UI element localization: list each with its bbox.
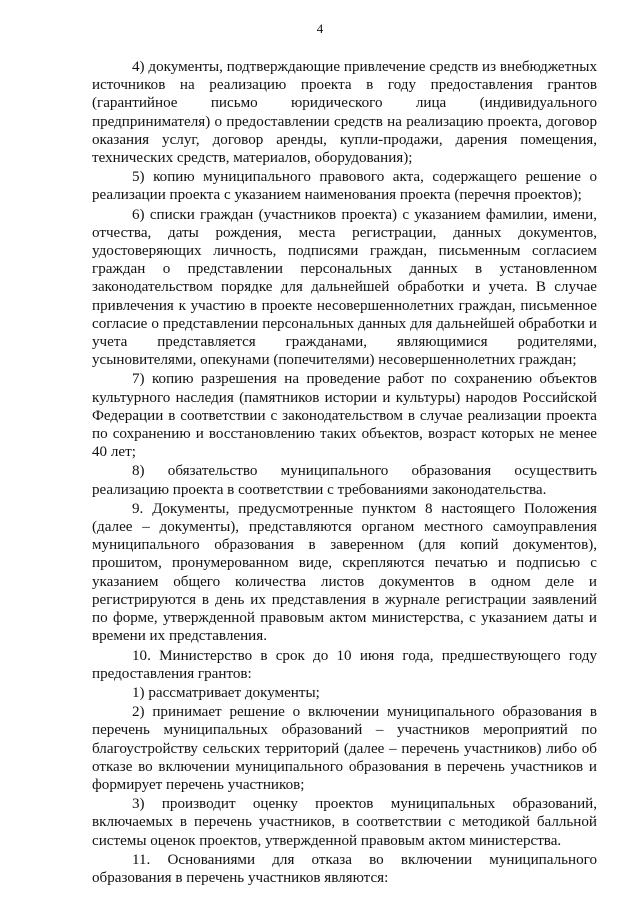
page-number: 4 — [316, 21, 324, 36]
paragraph-item-6-participant-lists: 6) списки граждан (участников проекта) с указанием фамилии, имени, отчества, даты рождения, места регистрации, данных документов, удостоверяющих личность, подписями граждан, письменным согласием граждан о представлении персональных данных в установленном законодательством порядке для дальнейшей обработки и учета. В случае привлечения к участию в проекте несовершеннолетних граждан, письменное согласие о представлении персональных данных для дальнейшей обработки и учета представляется гражданами, являющимися родителями, усыновителями, опекунами (попечителями) несовершеннолетних граждан; — [92, 206, 597, 369]
paragraph-clause-11: 11. Основаниями для отказа во включении муниципального образования в перечень участников являются: — [92, 851, 597, 886]
paragraph-item-8-obligation: 8) обязательство муниципального образования осуществить реализацию проекта в соответствии с требованиями законодательства. — [92, 463, 597, 498]
paragraph-clause-9: 9. Документы, предусмотренные пунктом 8 настоящего Положения (далее – документы), представляются органом местного самоуправления муниципального образования в заверенном (для копий документов), прошитом, пронумерованном виде, скрепляются печатью и подписью с указанием общего количества листов документов в одном деле и регистрируются в день их представления в журнале регистрации заявлений по форме, утвержденной правовым актом министерства, с указанием даты и времени их представления. — [92, 500, 597, 645]
paragraph-item-4-supporting-documents: 4) документы, подтверждающие привлечение средств из внебюджетных источников на реализацию проекта в году предоставления грантов (гарантийное письмо юридического лица (индивидуального предпринимателя) о предоставлении средств на реализацию проекта, договор оказания услуг, договор аренды, купли-продажи, дарения помещения, технических средств, материалов, оборудования); — [92, 59, 597, 167]
paragraph-clause-10-item-2: 2) принимает решение о включении муниципального образования в перечень муниципальных образований – участников мероприятий по благоустройству сельских территорий (далее – перечень участников) либо об отказе во включении муниципального образования в перечень участников и формирует перечень участников; — [92, 704, 597, 793]
paragraph-clause-10: 10. Министерство в срок до 10 июня года, предшествующего году предоставления грантов: — [92, 647, 597, 682]
paragraph-clause-10-item-3: 3) производит оценку проектов муниципальных образований, включаемых в перечень участников, в соответствии с методикой балльной системы оценок проектов, утвержденной правовым актом министерства. — [92, 796, 597, 849]
paragraph-item-7-heritage-permit: 7) копию разрешения на проведение работ по сохранению объектов культурного наследия (памятников истории и культуры) народов Российской Федерации в соответствии с законодательством в случае реализации проекта по сохранению и восстановлению таких объектов, возраст которых не менее 40 лет; — [92, 371, 597, 461]
document-body — [92, 58, 597, 887]
paragraph-clause-10-item-1: 1) рассматривает документы; — [132, 684, 320, 701]
paragraph-item-5-legal-act-copy: 5) копию муниципального правового акта, содержащего решение о реализации проекта с указанием наименования проекта (перечня проектов); — [92, 169, 597, 204]
